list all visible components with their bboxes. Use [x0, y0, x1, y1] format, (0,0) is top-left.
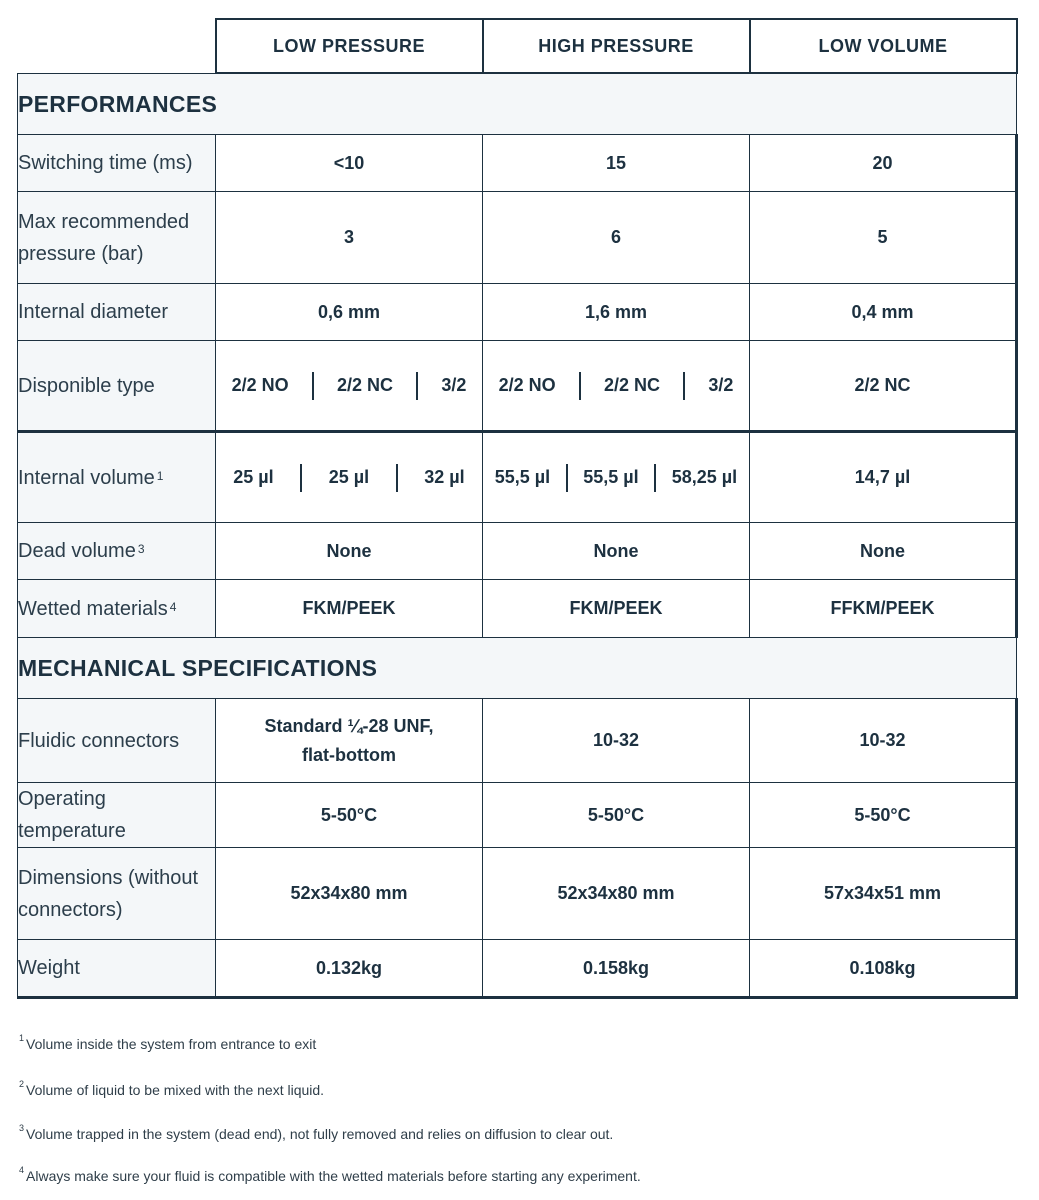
footnote-marker: 4 — [169, 599, 177, 614]
table-row — [18, 699, 1017, 783]
divider — [683, 372, 685, 400]
split-values — [216, 463, 482, 492]
table-row — [18, 940, 1017, 998]
table-row — [18, 432, 1017, 523]
table-cell: 1,6 mm — [483, 284, 750, 341]
table-cell — [483, 432, 750, 523]
column-header-high-pressure: HIGH PRESSURE — [483, 19, 750, 73]
table-cell: FKM/PEEK — [216, 580, 483, 638]
table-cell: 0.158kg — [483, 940, 750, 998]
volume-value: 58,25 µl — [671, 467, 738, 487]
label-text: Dead volume — [18, 540, 136, 562]
section-row-mechanical — [18, 638, 1017, 699]
specifications-table — [17, 18, 1018, 999]
table-cell — [216, 341, 483, 432]
row-label-fluidic-connectors: Fluidic connectors — [18, 699, 216, 783]
table-row — [18, 135, 1017, 192]
table-cell: 0,6 mm — [216, 284, 483, 341]
footnote-4 — [19, 1165, 641, 1184]
footnote-text: Always make sure your fluid is compatible with the wetted materials before starting any experiment. — [26, 1168, 641, 1184]
row-label-switching-time: Switching time (ms) — [18, 135, 216, 192]
footnote-mark: 3 — [19, 1123, 25, 1133]
table-cell: 5-50°C — [750, 783, 1017, 848]
header-corner — [18, 19, 216, 73]
footnote-marker: 1 — [156, 468, 164, 483]
table-cell: 0.108kg — [750, 940, 1017, 998]
footnote-mark: 4 — [19, 1165, 25, 1175]
section-row-performances — [18, 73, 1017, 135]
table-cell: 2/2 NC — [750, 341, 1017, 432]
divider — [654, 464, 656, 492]
type-value: 3/2 — [708, 375, 734, 395]
table-row — [18, 341, 1017, 432]
label-line: connectors) — [18, 898, 123, 921]
table-cell: None — [216, 523, 483, 580]
table-cell: 52x34x80 mm — [216, 848, 483, 940]
footnote-text: Volume of liquid to be mixed with the next liquid. — [26, 1082, 325, 1098]
table-cell: 14,7 µl — [750, 432, 1017, 523]
label-line: Dimensions (without — [18, 866, 199, 889]
split-values — [483, 463, 749, 492]
table-cell: 20 — [750, 135, 1017, 192]
footnote-marker: 3 — [137, 542, 145, 556]
split-values — [483, 371, 749, 400]
volume-value: 55,5 µl — [494, 467, 551, 487]
divider — [300, 464, 302, 492]
type-value: 3/2 — [441, 375, 467, 395]
table-cell: 10-32 — [750, 699, 1017, 783]
table-cell: 0,4 mm — [750, 284, 1017, 341]
divider — [312, 372, 314, 400]
label-text: Wetted materials — [18, 597, 168, 620]
section-title-performances: PERFORMANCES — [18, 73, 1017, 135]
table-cell: 57x34x51 mm — [750, 848, 1017, 940]
footnote-text: Volume inside the system from entrance to exit — [26, 1036, 317, 1052]
table-cell: FKM/PEEK — [483, 580, 750, 638]
footnote-mark: 2 — [19, 1079, 25, 1089]
row-label-internal-diameter: Internal diameter — [18, 284, 216, 341]
row-label-dead-volume — [18, 523, 216, 580]
table-cell: 5 — [750, 192, 1017, 284]
table-cell: 52x34x80 mm — [483, 848, 750, 940]
row-label-operating-temperature: Operating temperature — [18, 783, 216, 848]
type-value: 2/2 NC — [336, 375, 393, 395]
volume-value: 32 µl — [424, 467, 465, 487]
row-label-disponible-type: Disponible type — [18, 341, 216, 432]
table-cell: 5-50°C — [216, 783, 483, 848]
table-cell — [216, 699, 483, 783]
table-row — [18, 783, 1017, 848]
divider — [566, 464, 568, 492]
table-cell: FFKM/PEEK — [750, 580, 1017, 638]
footnote-text: Volume trapped in the system (dead end), not fully removed and relies on diffusion to clear out. — [26, 1126, 614, 1142]
table-row — [18, 284, 1017, 341]
table-row — [18, 523, 1017, 580]
table-cell: 5-50°C — [483, 783, 750, 848]
column-header-low-volume: LOW VOLUME — [750, 19, 1017, 73]
table-cell: None — [750, 523, 1017, 580]
table-row — [18, 192, 1017, 284]
column-header-row — [18, 19, 1017, 73]
label-line: Max recommended — [18, 210, 190, 233]
table-row — [18, 580, 1017, 638]
column-header-low-pressure: LOW PRESSURE — [216, 19, 483, 73]
footnote-3 — [19, 1123, 614, 1142]
row-label-dimensions — [18, 848, 216, 940]
footnote-mark: 1 — [19, 1033, 25, 1043]
row-label-wetted-materials — [18, 580, 216, 638]
table-cell: 0.132kg — [216, 940, 483, 998]
volume-value: 55,5 µl — [583, 467, 639, 487]
label-line: pressure (bar) — [18, 242, 144, 265]
row-label-max-pressure — [18, 192, 216, 284]
table-cell: 3 — [216, 192, 483, 284]
table-cell: 15 — [483, 135, 750, 192]
table-cell: None — [483, 523, 750, 580]
table-cell: 10-32 — [483, 699, 750, 783]
table-row — [18, 848, 1017, 940]
type-value: 2/2 NO — [231, 375, 289, 395]
table-cell: 6 — [483, 192, 750, 284]
divider — [416, 372, 418, 400]
table-cell — [483, 341, 750, 432]
spec-sheet — [17, 18, 1018, 999]
volume-value: 25 µl — [328, 467, 370, 487]
footnote-1 — [19, 1033, 317, 1052]
cell-line: flat-bottom — [302, 744, 396, 765]
section-title-mechanical-specifications: MECHANICAL SPECIFICATIONS — [18, 638, 1017, 699]
label-text: Internal volume — [18, 466, 155, 489]
split-values — [216, 371, 482, 400]
divider — [579, 372, 581, 400]
type-value: 2/2 NO — [498, 375, 556, 395]
type-value: 2/2 NC — [603, 375, 660, 395]
row-label-weight: Weight — [18, 940, 216, 998]
row-label-internal-volume — [18, 432, 216, 523]
cell-line: Standard ¼-28 UNF, — [264, 715, 434, 736]
footnote-2 — [19, 1079, 325, 1098]
volume-value: 25 µl — [233, 467, 274, 487]
table-cell: <10 — [216, 135, 483, 192]
divider — [396, 464, 398, 492]
table-cell — [216, 432, 483, 523]
